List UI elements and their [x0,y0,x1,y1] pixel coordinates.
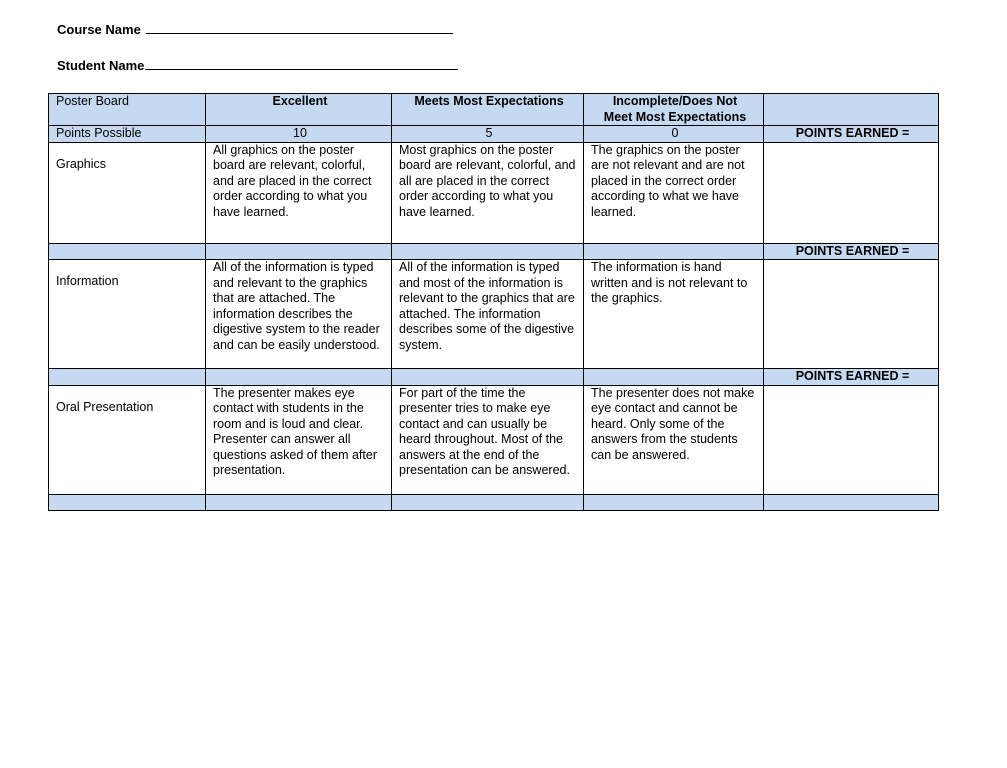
points-earned-label: POINTS EARNED = [764,243,939,260]
excellent-criteria-cell: The presenter makes eye contact with students in the room and is loud and clear. Presenter can answer all questions asked of them after presentation. [206,385,392,494]
header-category-cell: Poster Board [49,94,206,126]
rubric-row-information [49,260,939,369]
category-cell [49,260,206,369]
rubric-row-oral-presentation [49,385,939,494]
incomplete-criteria-cell: The graphics on the poster are not relevant and are not placed in the correct order according to what we have learned. [584,142,764,243]
points-earned-row [49,369,939,386]
header-excellent-cell: Excellent [206,94,392,126]
course-name-field [57,21,453,37]
separator-cell [392,369,584,386]
category-label: Oral Presentation [56,399,154,414]
category-label: Information [56,274,119,288]
category-label: Graphics [56,156,107,171]
separator-cell [584,494,764,510]
header-meets-cell: Meets Most Expectations [392,94,584,126]
separator-cell [584,369,764,386]
incomplete-criteria-cell: The information is hand written and is not relevant to the graphics. [584,260,764,369]
separator-cell [49,243,206,260]
rubric-table [48,93,939,511]
points-incomplete: 0 [584,126,764,143]
student-name-label: Student Name [57,58,145,73]
points-earned-label: POINTS EARNED = [764,126,939,143]
excellent-criteria-cell: All of the information is typed and relevant to the graphics that are attached. The information describes the digestive system to the reader and can be easily understood. [206,260,392,369]
course-name-blank-line[interactable] [146,21,453,34]
separator-cell [49,369,206,386]
meets-criteria-cell: All of the information is typed and most of the information is relevant to the graphics that are attached. The information describes some of the digestive system. [392,260,584,369]
points-possible-row [49,126,939,143]
meets-criteria-cell: For part of the time the presenter tries to make eye contact and can usually be heard throughout. Most of the answers at the end of the presentation can be answered. [392,385,584,494]
rubric-header-row [49,94,939,126]
header-incomplete-cell [584,94,764,126]
separator-cell [206,243,392,260]
student-name-blank-line[interactable] [145,57,458,70]
points-meets: 5 [392,126,584,143]
separator-cell [392,243,584,260]
points-excellent: 10 [206,126,392,143]
points-earned-row [49,243,939,260]
student-name-field [57,57,458,73]
separator-cell [49,494,206,510]
score-entry-cell[interactable] [764,385,939,494]
meets-criteria-cell: Most graphics on the poster board are relevant, colorful, and all are placed in the correct order according to what you have learned. [392,142,584,243]
header-earned-cell [764,94,939,126]
separator-cell [764,494,939,510]
header-incomplete-line2: Meet Most Expectations [603,109,747,124]
separator-cell [392,494,584,510]
separator-cell [584,243,764,260]
category-cell [49,142,206,243]
header-incomplete-line1: Incomplete/Does Not [612,94,738,108]
incomplete-criteria-cell: The presenter does not make eye contact and cannot be heard. Only some of the answers from the students can be answered. [584,385,764,494]
course-name-label: Course Name [57,22,141,37]
rubric-row-graphics [49,142,939,243]
excellent-criteria-cell: All graphics on the poster board are relevant, colorful, and are placed in the correct order according to what you have learned. [206,142,392,243]
separator-cell [206,369,392,386]
footer-row [49,494,939,510]
score-entry-cell[interactable] [764,142,939,243]
points-possible-label: Points Possible [49,126,206,143]
score-entry-cell[interactable] [764,260,939,369]
separator-cell [206,494,392,510]
category-cell [49,385,206,494]
points-earned-label: POINTS EARNED = [764,369,939,386]
